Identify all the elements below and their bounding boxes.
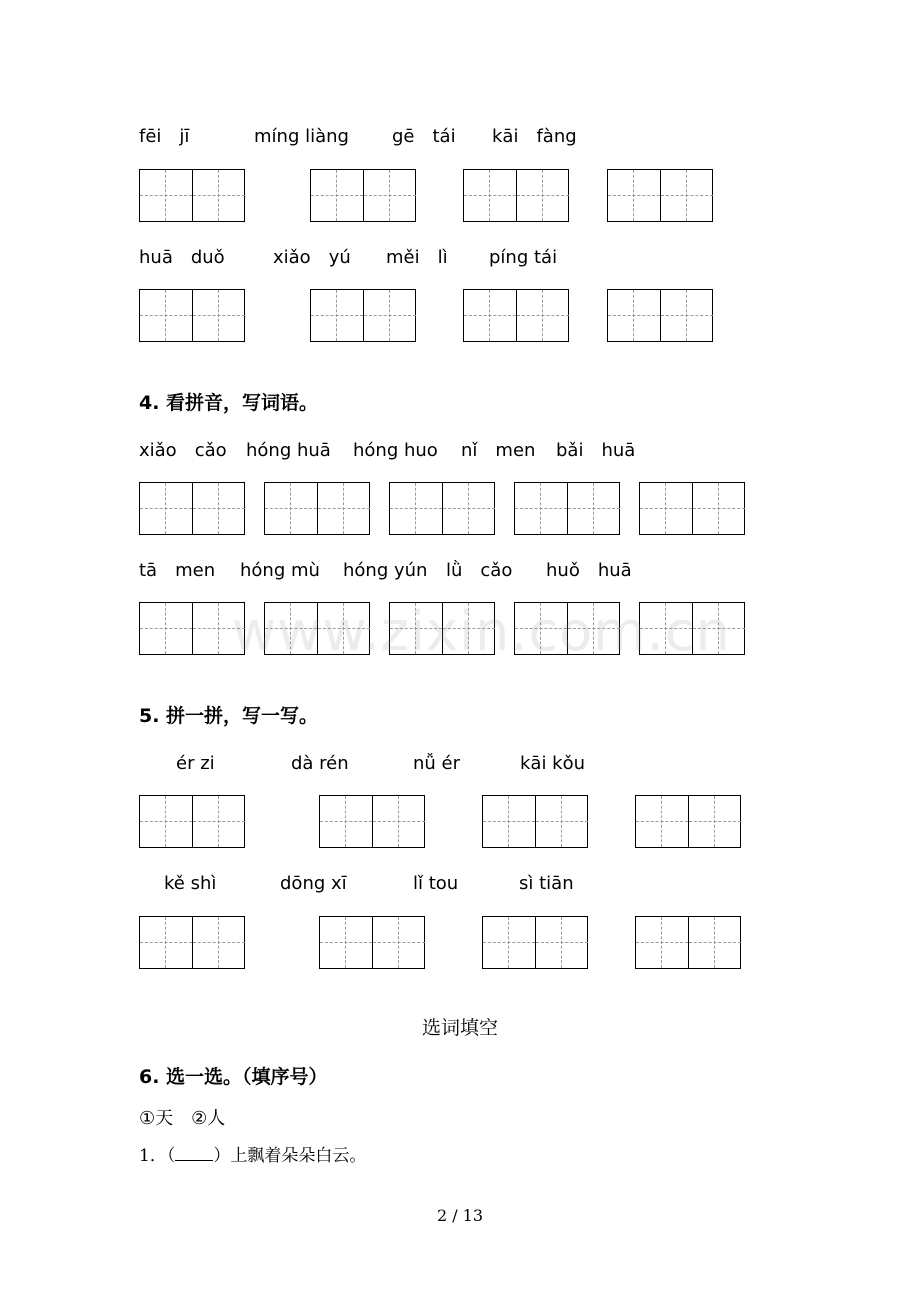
writing-grid[interactable] <box>463 169 569 222</box>
writing-grid[interactable] <box>139 795 245 848</box>
pinyin-label: bǎi huā <box>556 440 636 461</box>
pinyin-label: nǐ men <box>461 440 536 461</box>
section-6-title: 6. 选一选。（填序号） <box>139 1066 328 1088</box>
writing-grid[interactable] <box>319 916 425 969</box>
pinyin-label: kāi kǒu <box>520 753 586 774</box>
writing-grid[interactable] <box>139 289 245 342</box>
question-1-suffix: ）上飘着朵朵白云。 <box>213 1146 367 1166</box>
pinyin-label: nǚ ér <box>413 753 461 774</box>
writing-grid[interactable] <box>635 916 741 969</box>
section-5-title: 5. 拼一拼，写一写。 <box>139 705 319 727</box>
writing-grid[interactable] <box>639 482 745 535</box>
pinyin-label: hóng yún <box>343 560 428 581</box>
writing-grid[interactable] <box>139 169 245 222</box>
writing-grid[interactable] <box>310 289 416 342</box>
pinyin-label: hóng mù <box>240 560 320 581</box>
writing-grid[interactable] <box>139 602 245 655</box>
pinyin-label: hóng huā <box>246 440 331 461</box>
pinyin-label: lǜ cǎo <box>446 560 513 581</box>
section-4-title: 4. 看拼音，写词语。 <box>139 392 319 414</box>
pinyin-label: dà rén <box>291 753 349 774</box>
pinyin-label: píng tái <box>489 247 558 268</box>
writing-grid[interactable] <box>139 916 245 969</box>
writing-grid[interactable] <box>607 289 713 342</box>
writing-grid[interactable] <box>463 289 569 342</box>
writing-grid[interactable] <box>607 169 713 222</box>
pinyin-label: fēi jī <box>139 126 190 147</box>
pinyin-label: kě shì <box>164 873 217 894</box>
pinyin-label: dōng xī <box>280 873 347 894</box>
writing-grid[interactable] <box>514 482 620 535</box>
pinyin-label: měi lì <box>386 247 448 268</box>
writing-grid[interactable] <box>635 795 741 848</box>
watermark: www.zixin.com.cn <box>232 600 731 663</box>
section-heading: 选词填空 <box>421 1017 498 1039</box>
pinyin-label: ér zi <box>176 753 215 774</box>
page-number: 2 / 13 <box>436 1206 484 1225</box>
writing-grid[interactable] <box>319 795 425 848</box>
writing-grid[interactable] <box>264 482 370 535</box>
question-1 <box>139 1144 366 1167</box>
pinyin-label: huǒ huā <box>546 560 632 581</box>
pinyin-label: gē tái <box>392 126 456 147</box>
pinyin-label: lǐ tou <box>413 873 459 894</box>
pinyin-label: tā men <box>139 560 216 581</box>
choice-options: ①天 ②人 <box>139 1108 226 1129</box>
answer-blank[interactable] <box>175 1144 213 1161</box>
pinyin-label: míng liàng <box>254 126 349 147</box>
pinyin-label: sì tiān <box>519 873 574 894</box>
writing-grid[interactable] <box>482 795 588 848</box>
writing-grid[interactable] <box>139 482 245 535</box>
writing-grid[interactable] <box>389 482 495 535</box>
pinyin-label: xiǎo cǎo <box>139 440 227 461</box>
writing-grid[interactable] <box>310 169 416 222</box>
question-1-prefix: 1．（ <box>139 1146 176 1166</box>
pinyin-label: huā duǒ <box>139 247 225 268</box>
pinyin-label: kāi fàng <box>492 126 577 147</box>
writing-grid[interactable] <box>482 916 588 969</box>
pinyin-label: xiǎo yú <box>273 247 351 268</box>
pinyin-label: hóng huo <box>353 440 438 461</box>
